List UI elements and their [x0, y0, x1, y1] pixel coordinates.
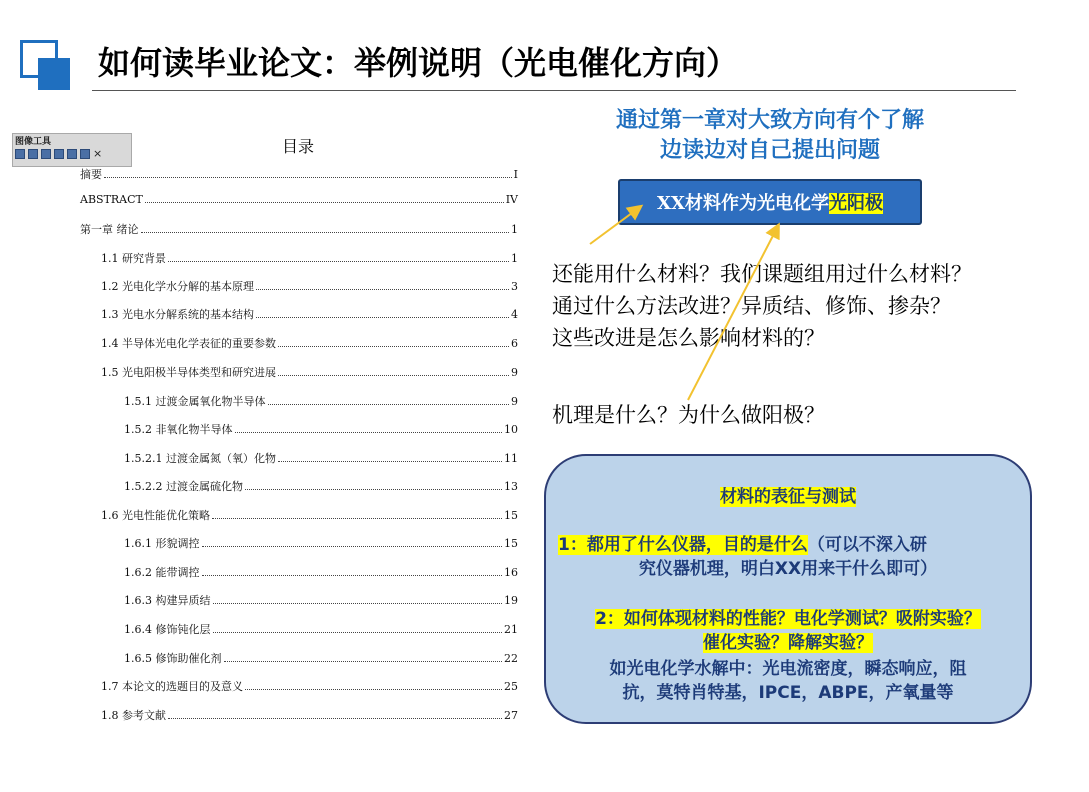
char-item2-row1 [546, 604, 1030, 629]
toc-entry-title: 1.6.1 形貌调控 [124, 537, 200, 550]
toc-entry-page: 19 [504, 594, 518, 607]
char-item1-rest: （可以不深入研 [807, 535, 927, 555]
toc-entry-page: 3 [511, 280, 518, 293]
toc-entry-page: 21 [504, 623, 518, 636]
char-example-line2: 抗，莫特肖特基，IPCE，ABPE，产氧量等 [622, 683, 954, 703]
toc-entry-page: 11 [504, 452, 518, 465]
question-2: 通过什么方法改进？异质结、修饰、掺杂？ [552, 294, 951, 318]
toc-entry-title: 1.5.2 非氧化物半导体 [124, 423, 233, 436]
char-item1-row [558, 530, 927, 555]
toc-entry-title: 1.5.2.1 过渡金属氮（氧）化物 [124, 452, 276, 465]
toc-entry-page: 27 [504, 709, 518, 722]
toc-entry-title: 1.1 研究背景 [101, 252, 166, 265]
toc-entry-title: 1.5 光电阳极半导体类型和研究进展 [101, 366, 276, 379]
hint-line-2: 边读边对自己提出问题 [659, 138, 880, 163]
toc-entry-page: 13 [504, 480, 518, 493]
toc-entry-page: 25 [504, 680, 518, 693]
char-item2-row2 [546, 628, 1030, 653]
toc-entry-title: 1.4 半导体光电化学表征的重要参数 [101, 337, 276, 350]
hint-line-1: 通过第一章对大致方向有个了解 [615, 108, 924, 133]
toc-entry-page: 4 [511, 308, 518, 321]
toc-entry-page: 15 [504, 509, 518, 522]
char-example-line1: 如光电化学水解中：光电流密度，瞬态响应，阻 [609, 659, 967, 679]
char-item2-line2: 催化实验？降解实验？ [703, 633, 873, 653]
toc-entry-page: 16 [504, 566, 518, 579]
toc-entry-page: 1 [511, 252, 518, 265]
toc-entry-title: 1.6.2 能带调控 [124, 566, 200, 579]
toc-entry-title: 1.3 光电水分解系统的基本结构 [101, 308, 254, 321]
toc-entry-page: IV [505, 193, 518, 206]
toc-entry-title: 1.6.4 修饰钝化层 [124, 623, 211, 636]
char-item1-highlight: 1：都用了什么仪器，目的是什么 [558, 535, 808, 555]
page-title: 如何读毕业论文：举例说明（光电催化方向） [98, 44, 739, 82]
toc-entry-title: 1.7 本论文的选题目的及意义 [101, 680, 243, 693]
toolbar-label: 图像工具 [15, 137, 52, 147]
toc-entry-title: 1.2 光电化学水分解的基本原理 [101, 280, 254, 293]
characterization-panel [544, 454, 1032, 724]
toc-entry-title: 第一章 绪论 [80, 223, 139, 236]
toc-entry-page: 10 [504, 423, 518, 436]
toc-entry-page: 9 [511, 366, 518, 379]
question-4: 机理是什么？为什么做阳极？ [552, 403, 825, 427]
char-item1-line2: 究仪器机理，明白XX用来干什么即可） [638, 559, 938, 579]
topic-prefix: XX材料作为光电化学 [657, 193, 829, 214]
toc-entry-page: 6 [511, 337, 518, 350]
toc-entry-page: 15 [504, 537, 518, 550]
toc-entry-page: I [513, 168, 518, 181]
char-title-row [546, 482, 1030, 507]
toc-entry-title: 1.6.5 修饰助催化剂 [124, 652, 222, 665]
toc-entry-title: 1.8 参考文献 [101, 709, 166, 722]
toc-entry-title: ABSTRACT [80, 193, 143, 206]
toc-entry-title: 1.5.2.2 过渡金属硫化物 [124, 480, 243, 493]
char-item2-line1: 2：如何体现材料的性能？电化学测试？吸附实验？ [595, 609, 981, 629]
topic-highlight: 光阳极 [828, 193, 883, 214]
toc-entry-page: 9 [511, 395, 518, 408]
arrow-to-topic-left [590, 207, 640, 244]
question-1: 还能用什么材料？我们课题组用过什么材料？ [552, 262, 972, 286]
toc-entry-title: 1.6.3 构建异质结 [124, 594, 211, 607]
toc-entry-page: 22 [504, 652, 518, 665]
close-icon[interactable]: × [93, 147, 103, 160]
toc-entry-title: 摘要 [80, 168, 102, 181]
question-3: 这些改进是怎么影响材料的？ [552, 326, 825, 350]
toc-entry-title: 1.6 光电性能优化策略 [101, 509, 210, 522]
toc-heading: 目录 [282, 137, 315, 156]
char-title: 材料的表征与测试 [720, 487, 856, 507]
toc-entry-title: 1.5.1 过渡金属氧化物半导体 [124, 395, 266, 408]
toc-entry-page: 1 [511, 223, 518, 236]
arrow-to-topic-anode [688, 226, 778, 400]
